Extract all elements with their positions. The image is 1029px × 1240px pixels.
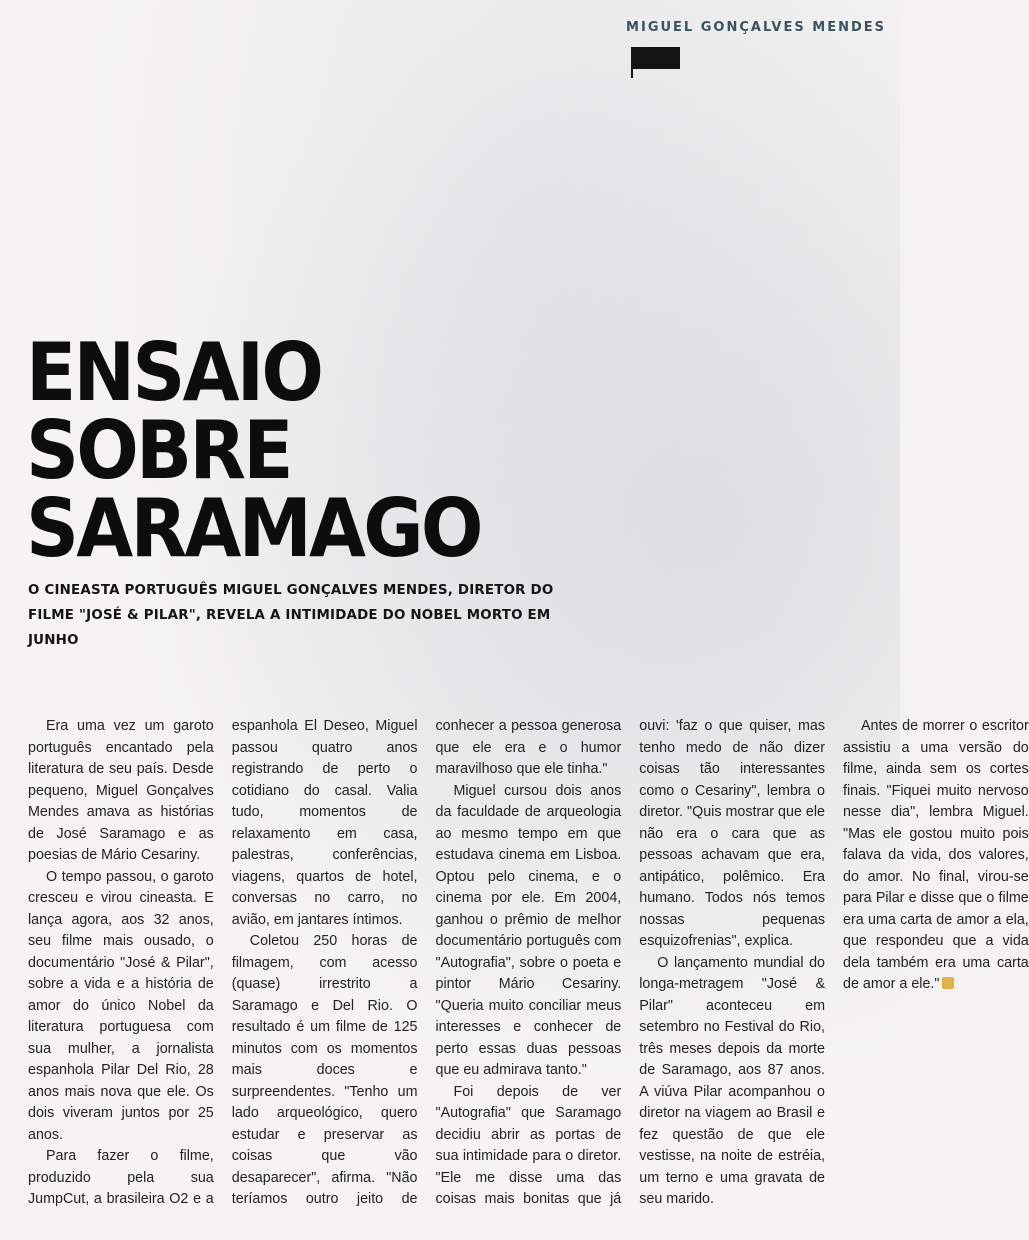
article-body: [28, 716, 1029, 1226]
paragraph-6: Foi depois de ver "Autografia" que Saramago decidiu abrir as portas de sua intimidade para o diretor. "Ele me disse uma das coisas mais bonitas que já ouvi: 'faz o que quiser, mas tenho medo de não dizer coisas tão interessantes como o Cesariny", lembra o diretor. "Quis mostrar que ele não era o cara que as pessoas achavam que era, antipático, polêmico. Era humano. Todos nós temos nossas pequenas esquizofrenias", explica.: [435, 718, 825, 1207]
paragraph-5: Miguel cursou dois anos da faculdade de arqueologia ao mesmo tempo em que estudava cinema em Lisboa. Optou pelo cinema, e o cinema por ele. Em 2004, ganhou o prêmio de melhor documentário português com "Autografia", sobre o poeta e pintor Mário Cesariny. "Queria muito conciliar meus interesses e conhecer de perto essas duas pessoas que eu admirava tanto.": [435, 782, 622, 1078]
paragraph-2: O tempo passou, o garoto cresceu e virou cineasta. E lança agora, aos 32 anos, seu filme mais ousado, o documentário "José & Pilar", sobre a vida e a história de amor do único Nobel da literatura portuguesa com sua mulher, a jornalista espanhola Pilar Del Rio, 28 anos mais nova que ele. Os dois viveram juntos por 25 anos.: [28, 868, 214, 1143]
paragraph-1: Era uma vez um garoto português encantado pela literatura de seu país. Desde pequeno, Miguel Gonçalves Mendes amava as histórias de José Saramago e as poesias de Mário Cesariny.: [28, 718, 214, 863]
article-title: ENSAIO SOBRE SARAMAGO: [26, 326, 481, 575]
paragraph-7: O lançamento mundial do longa-metragem "José & Pilar" aconteceu em setembro no Festival do Rio, três meses depois da morte de Saramago, aos 87 anos. A viúva Pilar acompanhou o diretor na viagem ao Brasil e fez questão de que ele vestisse, na noite de estréia, um terno e uma gravata de seu marido.: [639, 954, 825, 1207]
paragraph-3: Para fazer o filme, produzido pela sua JumpCut, a brasileira O2 e a espanhola El Deseo, Miguel passou quatro anos registrando de perto o cotidiano do casal. Valia tudo, momentos de relaxamento em casa, palestras, conferências, viagens, quartos de hotel, conversas no carro, no avião, em jantares íntimos.: [28, 718, 418, 1207]
end-of-article-icon: [942, 977, 954, 989]
paragraph-4: Coletou 250 horas de filmagem, com acesso (quase) irrestrito a Saramago e Del Rio. O resultado é um filme de 125 minutos com os momentos mais doces e surpreendentes. "Tenho um lado arqueológico, quero estudar e preservar as coisas que vão desaparecer", afirma. "Não teríamos outro jeito de conhecer a pessoa generosa que ele era e o humor maravilhoso que ele tinha.": [231, 718, 622, 1207]
paragraph-8-text: Antes de morrer o escritor assistiu a uma versão do filme, ainda sem os cortes finais. "Fiquei muito nervoso nesse dia", lembra Miguel. "Mas ele gostou muito pois falava da vida, dos valores, do amor. No final, virou-se para Pilar e disse que o filme era uma carta de amor a ela, que respondeu que a vida dela também era uma carta de amor a ele.": [843, 718, 1029, 992]
section-marker-tick: [631, 60, 633, 78]
section-marker: [631, 47, 680, 69]
paragraph-8: [843, 716, 1029, 996]
running-head: MIGUEL GONÇALVES MENDES: [626, 20, 886, 35]
article-subtitle: O CINEASTA PORTUGUÊS MIGUEL GONÇALVES MENDES, DIRETOR DO FILME "JOSÉ & PILAR", REVELA A INTIMIDADE DO NOBEL MORTO EM JUNHO: [28, 583, 554, 648]
